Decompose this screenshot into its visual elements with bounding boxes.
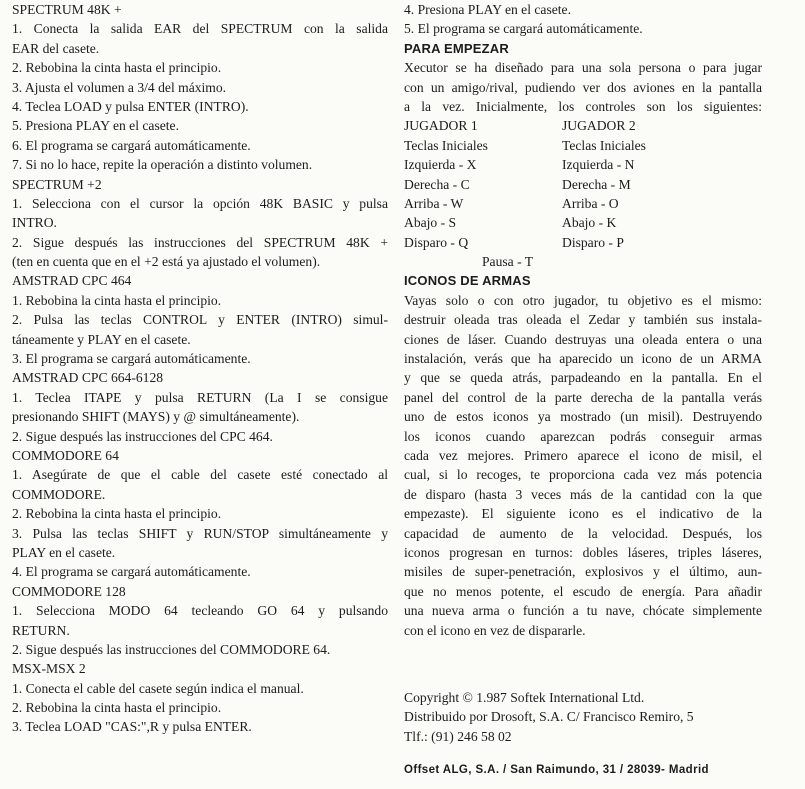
controls-row [404, 136, 762, 155]
player2-control: JUGADOR 2 [562, 118, 636, 134]
player2-control: Izquierda - N [562, 157, 635, 173]
player1-control: JUGADOR 1 [404, 118, 478, 134]
iconos-lines-line: una nueva arma o función a tu nave, chócate simplemente [404, 603, 762, 619]
left-line: SPECTRUM 48K + [12, 2, 122, 17]
player2-control: Disparo - P [562, 234, 624, 250]
right-top-line: 5. El programa se cargará automáticamente. [404, 21, 643, 37]
iconos-lines-line: capacidad de aumento de la velocidad. Después, los [404, 525, 762, 541]
iconos-lines-line: cada vez mejores. Primero aparece el icono de misil, el [404, 447, 762, 463]
player1-control: Abajo - S [404, 215, 457, 231]
left-line: 1. Selecciona con el cursor la opción 48K BASIC y pulsa [12, 195, 388, 211]
iconos-lines-line: empezaste). El siguiente icono es el indicativo de la [404, 506, 762, 522]
controls-table [404, 116, 762, 252]
right-top-line: 4. Presiona PLAY en el casete. [404, 2, 571, 17]
left-line: 1. Conecta el cable del casete según indica el manual. [12, 680, 304, 696]
left-line: AMSTRAD CPC 664-6128 [12, 370, 164, 386]
left-column [12, 0, 388, 737]
left-line: 1. Asegúrate de que el cable del casete esté conectado al [12, 467, 388, 483]
player1-control: Derecha - C [404, 176, 470, 192]
credits [404, 688, 784, 746]
iconos-lines-line: cual, si lo recoges, te proporciona cada vez más potencia [404, 467, 762, 483]
player1-control: Teclas Iniciales [404, 137, 488, 153]
left-line: 2. Sigue después las instrucciones del COMMODORE 64. [12, 641, 331, 657]
left-line: 3. Pulsa las teclas SHIFT y RUN/STOP simultáneamente y [12, 525, 388, 541]
left-line: 1. Conecta la salida EAR del SPECTRUM con la salida [12, 21, 388, 37]
printer-credit: Offset ALG, S.A. / San Raimundo, 31 / 28039- Madrid [404, 764, 709, 776]
right-column [404, 0, 762, 640]
empezar-lines-line: con un amigo/rival, pudiendo ver dos aviones en la pantalla [404, 79, 762, 95]
iconos-lines-line: destruir oleada tras oleada el Zedar y también sus instala- [404, 312, 762, 328]
player2-control: Derecha - M [562, 176, 631, 192]
left-line: presionando SHIFT (MAYS) y @ simultáneamente). [12, 409, 300, 425]
left-line: 3. El programa se cargará automáticamente. [12, 351, 251, 367]
distributor-line: Distribuido por Drosoft, S.A. C/ Francisco Remiro, 5 [404, 709, 694, 725]
left-line: INTRO. [12, 215, 57, 231]
heading-para-empezar: PARA EMPEZAR [404, 40, 509, 56]
iconos-lines-line: instalación, verás que ha aparecido un icono de un ARMA [404, 351, 762, 367]
left-line: (ten en cuenta que en el +2 está ya ajustado el volumen). [12, 254, 321, 270]
iconos-lines-line: los iconos cuando aparezcan podrás conseguir armas [404, 428, 762, 444]
left-line: MSX-MSX 2 [12, 661, 86, 677]
iconos-lines-line: panel del control de la parte derecha de la pantalla verás [404, 389, 762, 405]
iconos-lines-line: iconos progresan en turnos: dobles láseres, triples láseres, [404, 544, 762, 560]
pausa-key: Pausa - T [482, 254, 534, 270]
controls-row [404, 233, 762, 252]
iconos-lines-line: y que se queda atrás, parpadeando en la pantalla. En el [404, 370, 762, 386]
iconos-lines-line: ciones de láser. Cuando destruyas una oleada entera o una [404, 331, 762, 347]
left-line: táneamente y PLAY en el casete. [12, 331, 191, 347]
left-line: 1. Teclea ITAPE y pulsa RETURN (La I se consigue [12, 389, 388, 405]
left-line: 1. Selecciona MODO 64 tecleando GO 64 y pulsando [12, 603, 388, 619]
iconos-lines-line: uno de estos iconos ya mostrado (un misil). Destruyendo [404, 409, 762, 425]
left-line: 1. Rebobina la cinta hasta el principio. [12, 292, 222, 308]
left-line: 2. Rebobina la cinta hasta el principio. [12, 60, 222, 76]
left-line: 2. Rebobina la cinta hasta el principio. [12, 506, 222, 522]
left-line: 3. Ajusta el volumen a 3/4 del máximo. [12, 79, 227, 95]
left-line: EAR del casete. [12, 40, 100, 56]
left-line: SPECTRUM +2 [12, 176, 102, 192]
empezar-lines-line: Xecutor se ha diseñado para una sola persona o para jugar [404, 60, 762, 76]
controls-row [404, 194, 762, 213]
phone-line: Tlf.: (91) 246 58 02 [404, 728, 512, 744]
player2-control: Abajo - K [562, 215, 617, 231]
left-line: 2. Sigue después las instrucciones del SPECTRUM 48K + [12, 234, 388, 250]
controls-row [404, 213, 762, 232]
left-line: PLAY en el casete. [12, 544, 116, 560]
iconos-lines-line: misiles de super-penetración, explosivos y el último, aun- [404, 564, 762, 580]
player2-control: Teclas Iniciales [562, 137, 646, 153]
controls-row [404, 155, 762, 174]
controls-row [404, 116, 762, 135]
left-line: 3. Teclea LOAD "CAS:",R y pulsa ENTER. [12, 719, 252, 735]
para-empezar-text [404, 58, 762, 116]
left-line: 4. Teclea LOAD y pulsa ENTER (INTRO). [12, 98, 249, 114]
iconos-de-armas-text [404, 291, 762, 640]
copyright-line: Copyright © 1.987 Softek International Ltd. [404, 690, 645, 705]
left-line: 4. El programa se cargará automáticamente. [12, 564, 251, 580]
player1-control: Disparo - Q [404, 234, 469, 250]
left-line: COMMODORE. [12, 486, 106, 502]
heading-iconos-de-armas: ICONOS DE ARMAS [404, 273, 531, 289]
player1-control: Arriba - W [404, 195, 464, 211]
left-line: 2. Rebobina la cinta hasta el principio. [12, 700, 222, 716]
iconos-lines-line: Vayas solo o con otro jugador, tu objetivo es el mismo: [404, 292, 762, 308]
left-line: AMSTRAD CPC 464 [12, 273, 132, 289]
controls-row [404, 175, 762, 194]
iconos-lines-line: con el icono en vez de dispararle. [404, 622, 586, 638]
left-line: RETURN. [12, 622, 70, 638]
left-line: COMMODORE 64 [12, 447, 119, 463]
player2-control: Arriba - O [562, 195, 619, 211]
left-line: 2. Pulsa las teclas CONTROL y ENTER (INTRO) simul- [12, 312, 388, 328]
left-line: 6. El programa se cargará automáticamente. [12, 137, 251, 153]
iconos-lines-line: de disparo (hasta 3 veces más de la cantidad con la que [404, 486, 762, 502]
empezar-lines-line: a la vez. Inicialmente, los controles son los siguientes: [404, 98, 762, 114]
loading-steps-continued [404, 0, 762, 39]
left-line: COMMODORE 128 [12, 583, 126, 599]
left-line: 5. Presiona PLAY en el casete. [12, 118, 179, 134]
iconos-lines-line: que no menos potente, el escudo de energía. Para añadir [404, 583, 762, 599]
left-line: 7. Si no lo hace, repite la operación a distinto volumen. [12, 157, 313, 173]
player1-control: Izquierda - X [404, 157, 477, 173]
left-line: 2. Sigue después las instrucciones del CPC 464. [12, 428, 273, 444]
